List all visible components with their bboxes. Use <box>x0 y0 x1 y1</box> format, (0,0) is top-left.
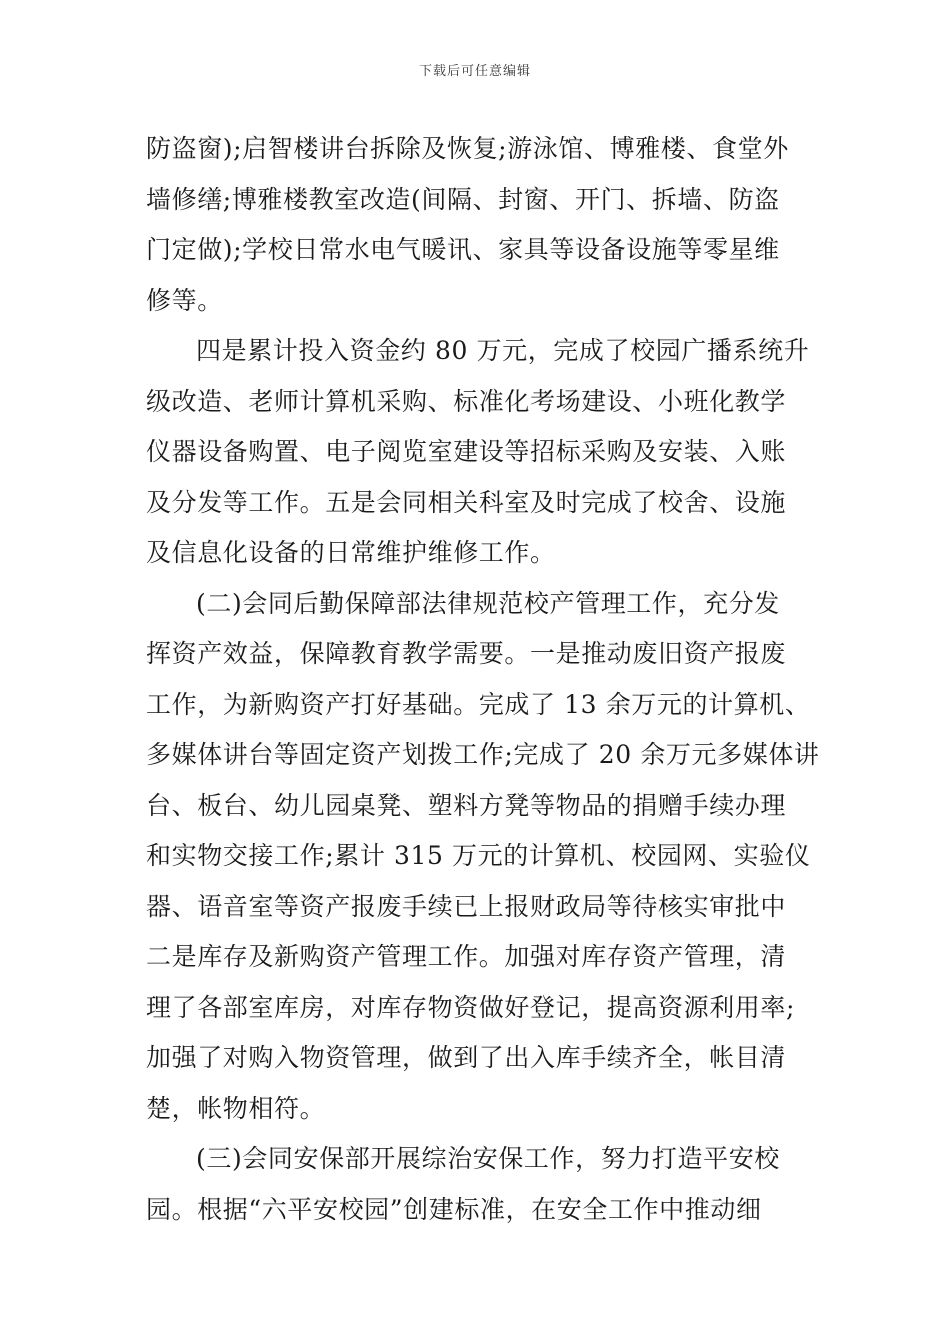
text-line: 理了各部室库房，对库存物资做好登记，提高资源利用率; <box>146 992 796 1022</box>
text-line: 修等。 <box>146 285 223 315</box>
document-body <box>146 124 820 1235</box>
paragraph-first-line: (二)会同后勤保障部法律规范校产管理工作，充分发 <box>196 588 780 618</box>
page-header-note: 下载后可任意编辑 <box>418 64 531 79</box>
text-line: 园。根据“六平安校园”创建标准，在安全工作中推动细 <box>146 1194 762 1224</box>
text-line: 及信息化设备的日常维护维修工作。 <box>146 538 556 567</box>
text-line: 台、板台、幼儿园桌凳、塑料方凳等物品的捐赠手续办理 <box>146 790 787 820</box>
text-line: 级改造、老师计算机采购、标准化考场建设、小班化教学 <box>146 386 787 416</box>
text-line: 工作，为新购资产打好基础。完成了 13 余万元的计算机、 <box>146 689 811 719</box>
text-line: 多媒体讲台等固定资产划拨工作;完成了 20 余万元多媒体讲 <box>146 740 820 769</box>
text-line: 挥资产效益，保障教育教学需要。一是推动废旧资产报废 <box>146 639 787 668</box>
text-line: 楚，帐物相符。 <box>146 1093 326 1123</box>
text-line: 及分发等工作。五是会同相关科室及时完成了校舍、设施 <box>146 487 787 517</box>
text-line: 器、语音室等资产报废手续已上报财政局等待核实审批中 <box>146 891 787 921</box>
text-line: 门定做);学校日常水电气暖讯、家具等设备设施等零星维 <box>146 235 780 264</box>
text-line: 加强了对购入物资管理，做到了出入库手续齐全，帐目清 <box>146 1043 787 1072</box>
text-line: 二是库存及新购资产管理工作。加强对库存资产管理，清 <box>146 942 787 971</box>
text-line: 仪器设备购置、电子阅览室建设等招标采购及安装、入账 <box>146 437 787 466</box>
paragraph-first-line: 四是累计投入资金约 80 万元，完成了校园广播系统升 <box>196 336 810 365</box>
text-line: 和实物交接工作;累计 315 万元的计算机、校园网、实验仪 <box>146 841 811 870</box>
paragraph-first-line: (三)会同安保部开展综治安保工作，努力打造平安校 <box>196 1144 780 1173</box>
text-line: 防盗窗);启智楼讲台拆除及恢复;游泳馆、博雅楼、食堂外 <box>146 134 789 163</box>
text-line: 墙修缮;博雅楼教室改造(间隔、封窗、开门、拆墙、防盗 <box>146 184 780 214</box>
